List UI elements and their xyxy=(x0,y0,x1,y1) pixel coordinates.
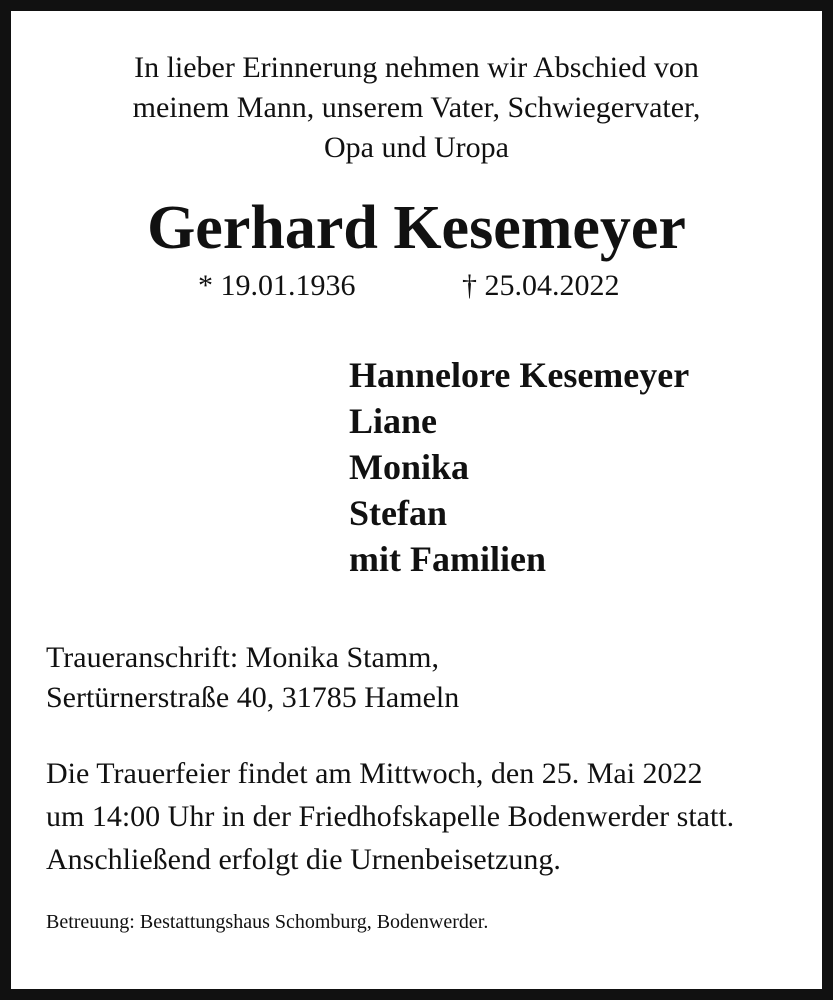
intro-line: meinem Mann, unserem Vater, Schwiegervater, xyxy=(132,91,701,124)
service-line: Anschließend erfolgt die Urnenbeisetzung. xyxy=(46,843,561,876)
service-line: Die Trauerfeier findet am Mittwoch, den 25. Mai 2022 xyxy=(46,757,703,790)
mourner-name: Monika xyxy=(349,447,470,487)
intro-text xyxy=(11,48,822,168)
intro-line: Opa und Uropa xyxy=(324,131,509,164)
funeral-home-credit: Betreuung: Bestattungshaus Schomburg, Bodenwerder. xyxy=(46,911,489,933)
mourner-name: mit Familien xyxy=(349,539,546,579)
mourners-list xyxy=(349,352,689,582)
birth-date: * 19.01.1936 xyxy=(198,269,356,302)
death-date: † 25.04.2022 xyxy=(462,269,620,302)
intro-line: In lieber Erinnerung nehmen wir Abschied von xyxy=(134,51,699,84)
funeral-service-info xyxy=(46,752,734,881)
mourner-name: Stefan xyxy=(349,493,447,533)
deceased-name: Gerhard Kesemeyer xyxy=(147,194,686,262)
address-line: Traueranschrift: Monika Stamm, xyxy=(46,641,440,674)
address-line: Sertürnerstraße 40, 31785 Hameln xyxy=(46,681,460,714)
mourning-address xyxy=(46,638,459,718)
service-line: um 14:00 Uhr in der Friedhofskapelle Bodenwerder statt. xyxy=(46,800,735,833)
mourner-name: Liane xyxy=(349,401,438,441)
mourner-name: Hannelore Kesemeyer xyxy=(349,355,690,395)
